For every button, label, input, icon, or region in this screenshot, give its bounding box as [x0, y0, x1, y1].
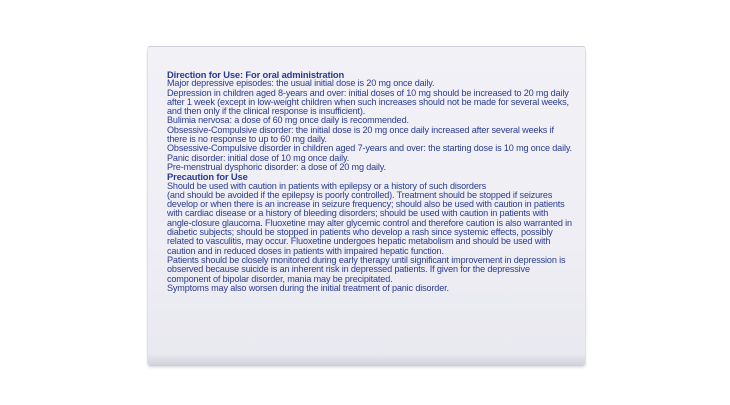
- direction-line: Bulimia nervosa: a dose of 60 mg once daily is recommended.: [167, 115, 409, 126]
- precaution-line: Should be used with caution in patients with epilepsy or a history of such disorders: [167, 180, 487, 191]
- box-bottom-edge: [148, 355, 585, 365]
- precaution-heading: Precaution for Use: [167, 171, 248, 183]
- direction-line: Pre-menstrual dysphoric disorder: a dose of 20 mg daily.: [167, 161, 386, 172]
- leaflet-text: [167, 70, 574, 293]
- precaution-line: (and should be avoided if the epilepsy is poorly controlled). Treatment should be stopped if seizures develop or when there is an increase in seizure frequency; should also be used with caution in patients with cardiac disease or a history of bleeding disorders; should be used with caution in patients with angle-closure glaucoma. Fluoxetine may alter glycemic control and therefore caution is also warranted in diabetic subjects; should be stopped in patients who develop a rash since systemic effects, possibly related to vasculitis, may occur. Fluoxetine undergoes hepatic metabolism and should be used with caution and in reduced doses in patients with impaired hepatic function.: [167, 189, 572, 256]
- direction-line: Depression in children aged 8-years and over: initial doses of 10 mg should be increased to 20 mg daily after 1 week (except in low-weight children when such increases should not be made for several weeks, and then only if the clinical response is insufficient).: [167, 87, 569, 117]
- direction-heading: Direction for Use: For oral administration: [167, 69, 345, 80]
- direction-line: Major depressive episodes: the usual initial dose is 20 mg once daily.: [167, 78, 435, 89]
- direction-line: Panic disorder: initial dose of 10 mg once daily.: [167, 152, 350, 163]
- direction-line: Obsessive-Compulsive disorder in children aged 7-years and over: the starting dose is 10 mg once daily.: [167, 143, 572, 154]
- direction-line: Obsessive-Compulsive disorder: the initial dose is 20 mg once daily increased after several weeks if there is no response to up to 60 mg daily.: [167, 124, 554, 145]
- precaution-line: Symptoms may also worsen during the initial treatment of panic disorder.: [167, 282, 449, 293]
- precaution-line: Patients should be closely monitored during early therapy until significant improvement in depression is observed because suicide is an inherent risk in depressed patients. If given for the depressive component of bipolar disorder, mania may be precipitated.: [167, 254, 566, 284]
